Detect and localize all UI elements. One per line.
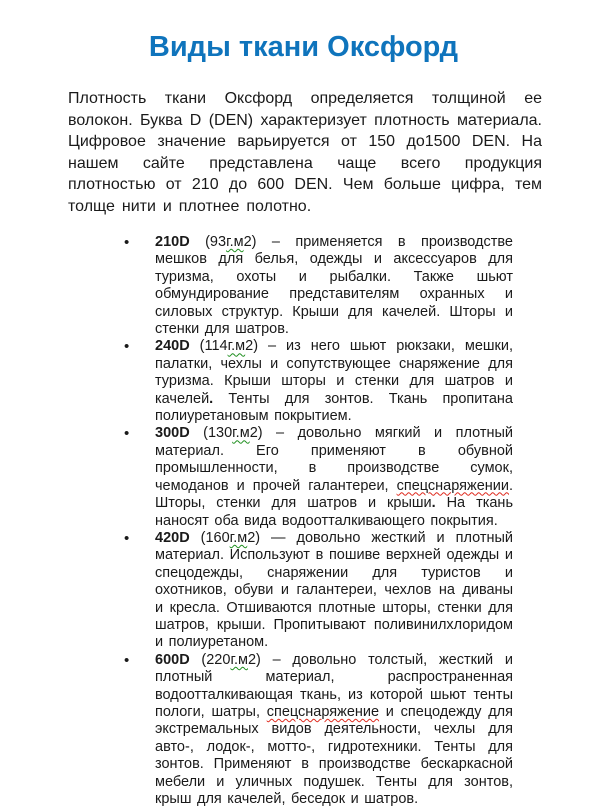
text-run: На ткань наносят оба вида водоотталкивающего покрытия.: [155, 495, 513, 529]
spelling-flagged-text: спецснаряжении: [396, 477, 509, 494]
density-label: 240D: [155, 338, 190, 355]
text-run: 2) – довольно мягкий и плотный материал. Его применяют в обувной промышленности, в производстве сумок, чемоданов и прочей галантереи,: [155, 425, 513, 494]
text-run: и спецодежду для экстремальных видов деятельности, чехлы для авто-, лодок-, мотто-, гидротехники. Тенты для зонтов. Применяют в производстве бескаркасной мебели и уличных подушек. Тенты для зонтов, крыш для качелей, беседок и шатров.: [155, 703, 513, 807]
text-run: 2) – довольно толстый, жесткий и плотный материал, распространенная водоотталкивающая ткань, из которой шьют тенты пологи, шатры,: [155, 651, 513, 720]
text-run: . Шторы, стенки для шатров и крыши: [155, 477, 513, 512]
grammar-flagged-text: г.м: [230, 651, 248, 668]
text-run: (130: [189, 425, 233, 442]
text-run: (160: [189, 529, 230, 546]
grammar-flagged-text: г.м: [232, 425, 250, 442]
grammar-flagged-text: г.м: [227, 338, 246, 355]
density-label: 210D: [155, 234, 190, 250]
density-label: .: [209, 390, 214, 407]
intro-paragraph: Плотность ткани Оксфорд определяется толщиной ее волокон. Буква D (DEN) характеризует плотность материала. Цифровое значение варьируется от 150 до1500 DEN. На нашем сайте представлена чаще всего продукция плотностью от 210 до 600 DEN. Чем больше цифра, тем толще нити и плотнее полотно.: [68, 90, 542, 215]
density-label: 420D: [155, 529, 190, 546]
text-run: (220: [189, 651, 231, 668]
text-run: Тенты для зонтов. Ткань пропитана полиуретановым покрытием.: [155, 390, 513, 425]
grammar-flagged-text: г.м: [229, 529, 248, 546]
list-item: [155, 425, 513, 529]
text-run: 2) — довольно жесткий и плотный материал. Используют в пошиве верхней одежды и спецодежды, снаряжении для туристов и охотников, обуви и галантереи, чехлов на диваны и кресла. Отшиваются плотные шторы, стенки для шатров, крыши. Пропитывают поливинилхлоридом и полиуретаном.: [155, 529, 513, 651]
text-run: (93: [189, 234, 227, 250]
page-title: Виды ткани Оксфорд: [148, 31, 459, 63]
density-label: 600D: [155, 651, 190, 668]
text-run: 2) – из него шьют рюкзаки, мешки, палатки, чехлы и сопутствующее снаряжение для туризма. Крыши шторы и стенки для шатров и качелей: [155, 338, 513, 407]
text-run: (114: [189, 338, 228, 355]
density-list: [155, 234, 513, 808]
grammar-flagged-text: г.м: [226, 234, 244, 250]
density-label: 300D: [155, 425, 190, 442]
list-item: [155, 530, 513, 652]
text-run: 2) – применяется в производстве мешков для белья, одежды и аксессуаров для туризма, охоты и рыбалки. Также шьют обмундирование представителям охранных и силовых структур. Крыши для качелей. Шторы и стенки для шатров.: [155, 234, 513, 338]
spelling-flagged-text: спецснаряжение: [266, 703, 380, 720]
list-item: [155, 234, 513, 338]
density-label: .: [431, 495, 436, 512]
list-item: [155, 338, 513, 425]
